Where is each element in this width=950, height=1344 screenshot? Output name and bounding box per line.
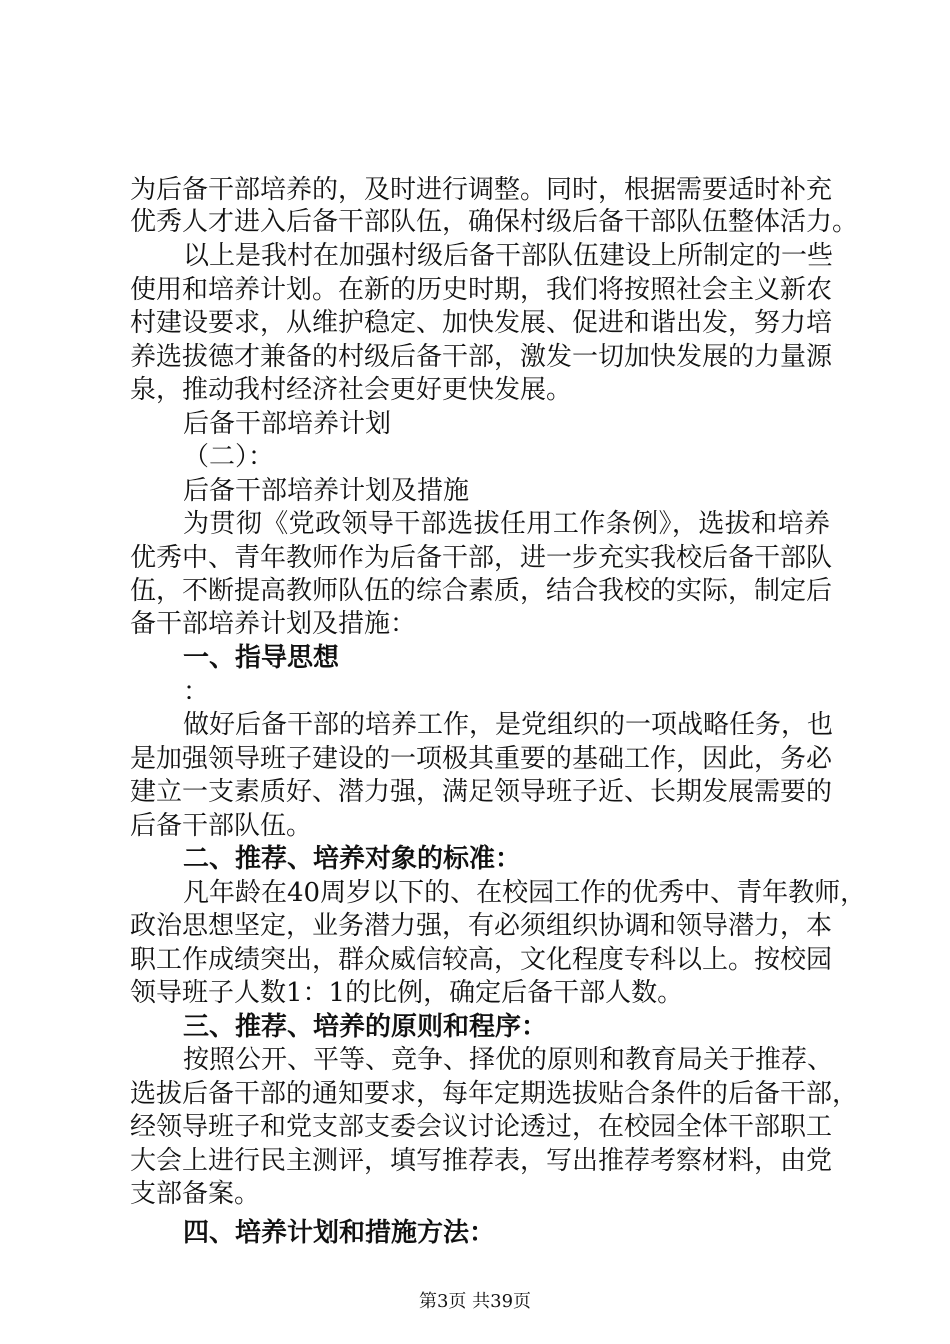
text-line: 做好后备干部的培养工作，是党组织的一项战略任务，也	[183, 710, 834, 740]
text-line: 后备干部培养计划	[183, 409, 392, 439]
text-line: 选拔后备干部的通知要求，每年定期选拔贴合条件的后备干部，	[130, 1079, 859, 1109]
text-line: 使用和培养计划。在新的历史时期，我们将按照社会主义新农	[130, 275, 833, 305]
text-line: 支部备案。	[130, 1179, 261, 1209]
text-line: 是加强领导班子建设的一项极其重要的基础工作，因此，务必	[130, 744, 833, 774]
text-line: 后备干部队伍。	[130, 811, 313, 841]
text-line: 按照公开、平等、竞争、择优的原则和教育局关于推荐、	[183, 1045, 834, 1075]
text-line: 凡年龄在40周岁以下的、在校园工作的优秀中、青年教师，	[183, 878, 867, 908]
section-heading: 二、推荐、培养对象的标准：	[183, 844, 522, 874]
text-line: 经领导班子和党支部支委会议讨论透过，在校园全体干部职工	[130, 1112, 833, 1142]
text-line: 优秀中、青年教师作为后备干部，进一步充实我校后备干部队	[130, 543, 833, 573]
section-heading: 三、推荐、培养的原则和程序：	[183, 1012, 548, 1042]
text-line: ：	[183, 677, 210, 707]
text-line: 伍，不断提高教师队伍的综合素质，结合我校的实际，制定后	[130, 576, 833, 606]
text-line: 养选拔德才兼备的村级后备干部，激发一切加快发展的力量源	[130, 342, 833, 372]
section-heading: 四、培养计划和措施方法：	[183, 1218, 496, 1248]
text-line: 村建设要求，从维护稳定、加快发展、促进和谐出发，努力培	[130, 308, 833, 338]
section-heading: 一、指导思想	[183, 643, 340, 673]
text-line: 后备干部培养计划及措施	[183, 476, 470, 506]
text-line: 为后备干部培养的，及时进行调整。同时，根据需要适时补充	[130, 175, 833, 205]
text-line: 政治思想坚定，业务潜力强，有必须组织协调和领导潜力，本	[130, 911, 833, 941]
text-line: 建立一支素质好、潜力强，满足领导班子近、长期发展需要的	[130, 777, 833, 807]
text-line: 为贯彻《党政领导干部选拔任用工作条例》，选拔和培养	[183, 509, 830, 539]
text-line: 备干部培养计划及措施：	[130, 609, 417, 639]
text-line: 优秀人才进入后备干部队伍，确保村级后备干部队伍整体活力。	[130, 207, 859, 237]
text-line: 职工作成绩突出，群众威信较高，文化程度专科以上。按校园	[130, 945, 833, 975]
page-footer: 第3页 共39页	[418, 1291, 532, 1312]
text-line: 大会上进行民主测评，填写推荐表，写出推荐考察材料，由党	[130, 1146, 833, 1176]
text-line: 领导班子人数1：1的比例，确定后备干部人数。	[130, 978, 684, 1008]
text-line: （二）：	[183, 442, 275, 472]
text-line: 泉，推动我村经济社会更好更快发展。	[130, 375, 573, 405]
text-line: 以上是我村在加强村级后备干部队伍建设上所制定的一些	[183, 241, 834, 271]
